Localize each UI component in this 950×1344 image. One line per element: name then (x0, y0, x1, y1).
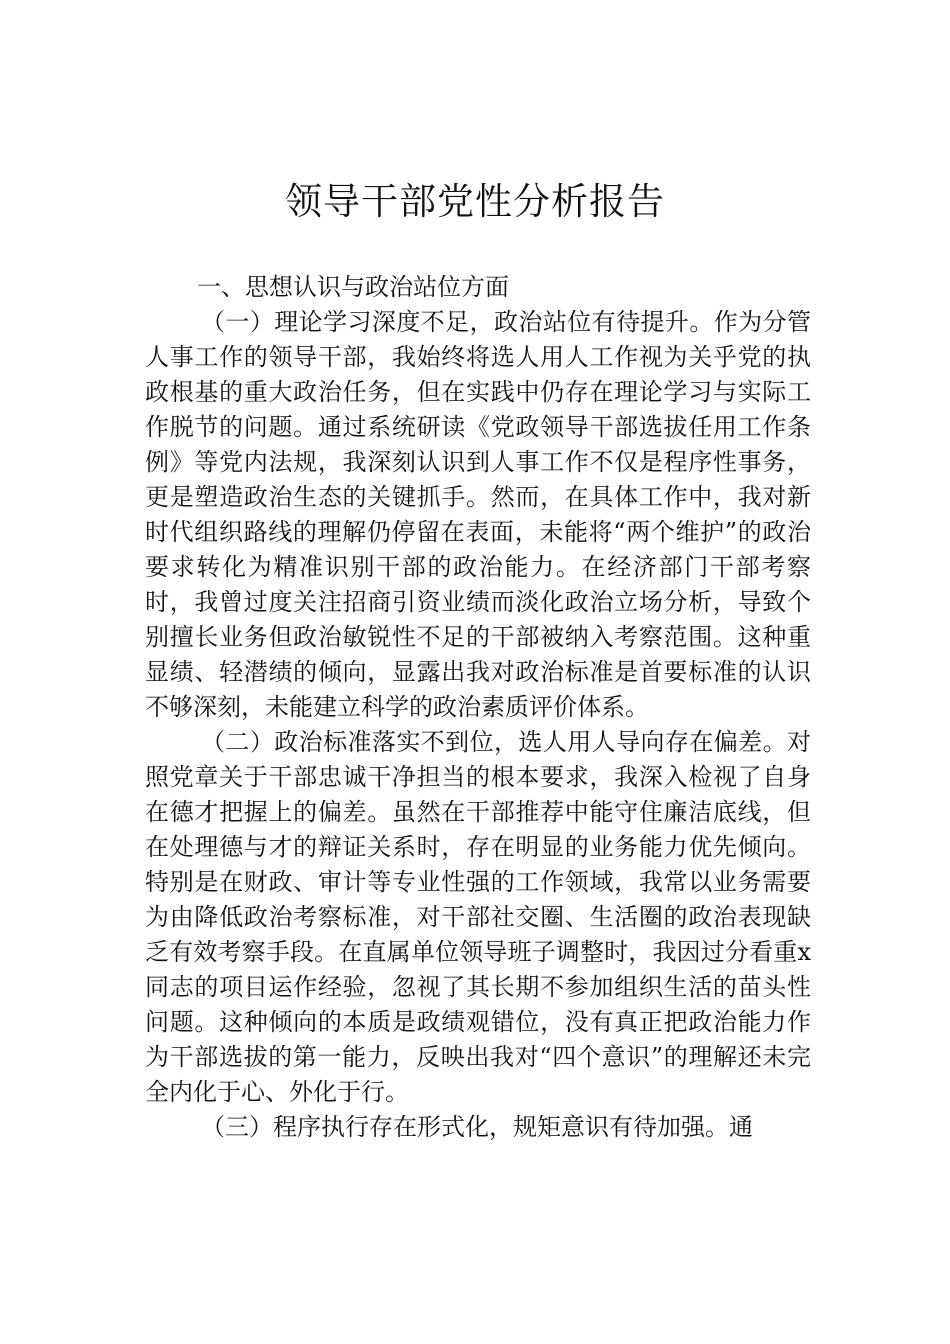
paragraph-2: （二）政治标准落实不到位，选人用人导向存在偏差。对照党章关于干部忠诚干净担当的根本要求，我深入检视了自身在德才把握上的偏差。虽然在干部推荐中能守住廉洁底线，但在处理德与才的辩证关系时，存在明显的业务能力优先倾向。特别是在财政、审计等专业性强的工作领域，我常以业务需要为由降低政治考察标准，对干部社交圈、生活圈的政治表现缺乏有效考察手段。在直属单位领导班子调整时，我因过分看重x同志的项目运作经验，忽视了其长期不参加组织生活的苗头性问题。这种倾向的本质是政绩观错位，没有真正把政治能力作为干部选拔的第一能力，反映出我对“四个意识”的理解还未完全内化于心、外化于行。 (145, 728, 811, 1106)
document-title: 领导干部党性分析报告 (285, 180, 665, 223)
paragraph-1: （一）理论学习深度不足，政治站位有待提升。作为分管人事工作的领导干部，我始终将选人用人工作视为关乎党的执政根基的重大政治任务，但在实践中仍存在理论学习与实际工作脱节的问题。通过系统研读《党政领导干部选拔任用工作条例》等党内法规，我深刻认识到人事工作不仅是程序性事务，更是塑造政治生态的关键抓手。然而，在具体工作中，我对新时代组织路线的理解仍停留在表面，未能将“两个维护”的政治要求转化为精准识别干部的政治能力。在经济部门干部考察时，我曾过度关注招商引资业绩而淡化政治立场分析，导致个别擅长业务但政治敏锐性不足的干部被纳入考察范围。这种重显绩、轻潜绩的倾向，显露出我对政治标准是首要标准的认识不够深刻，未能建立科学的政治素质评价体系。 (145, 308, 811, 721)
section-heading: 一、思想认识与政治站位方面 (197, 273, 509, 301)
paragraph-3: （三）程序执行存在形式化，规矩意识有待加强。通 (201, 1113, 753, 1141)
document-body (145, 270, 811, 1145)
